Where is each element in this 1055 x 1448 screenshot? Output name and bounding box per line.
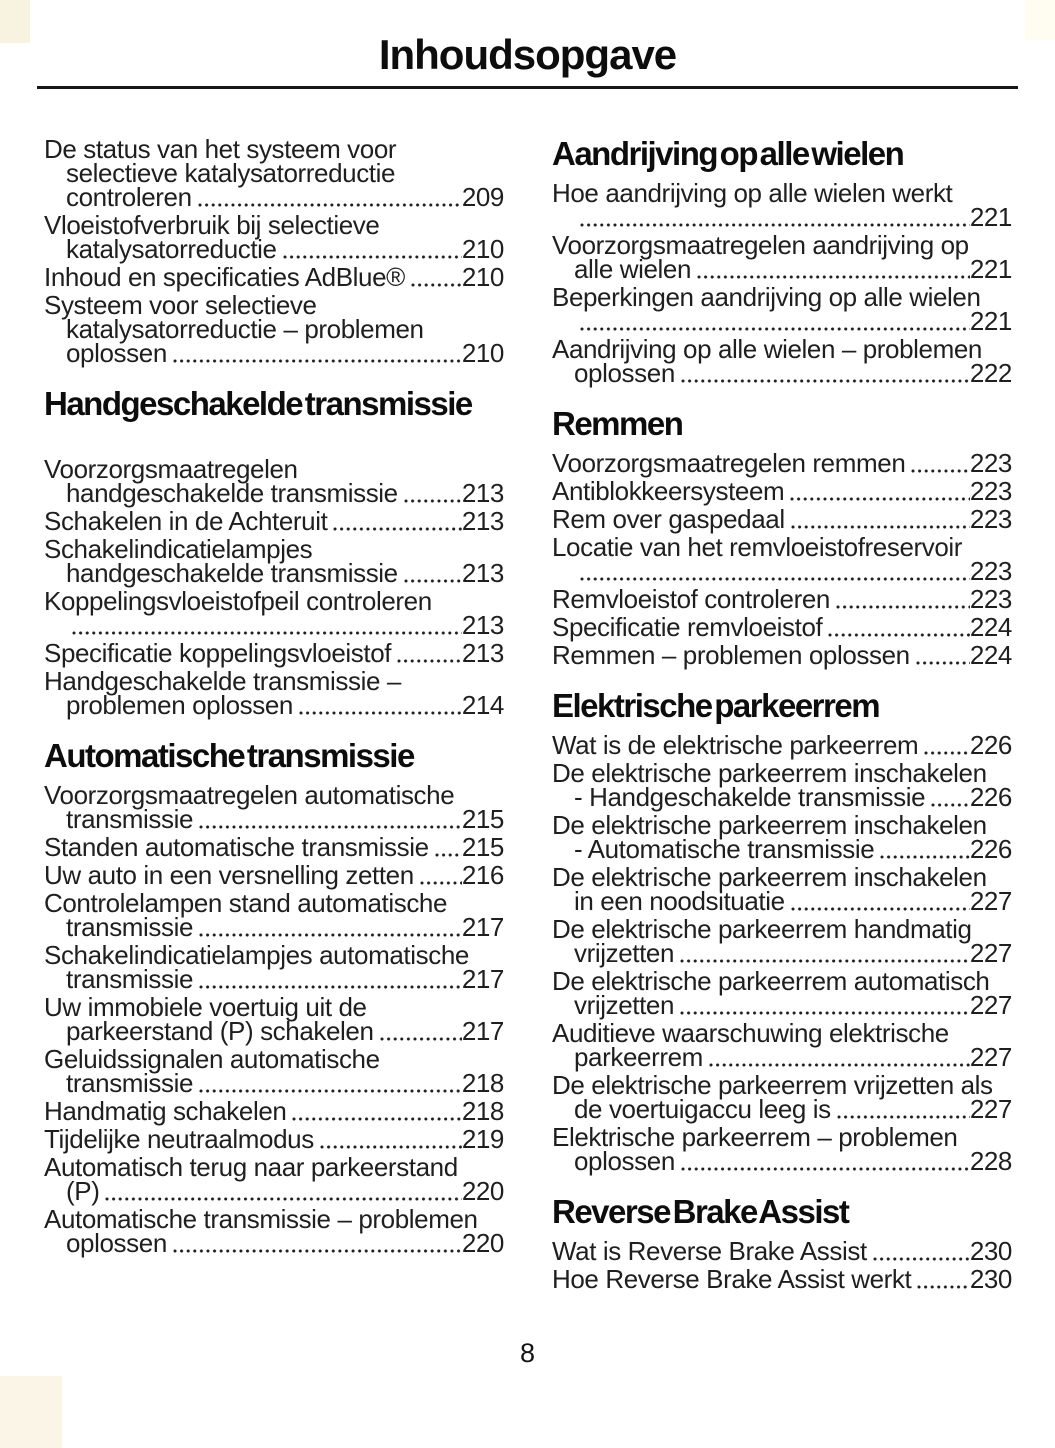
toc-entry-text: Hoe Reverse Brake Assist werkt [552, 1264, 912, 1294]
toc-entry [44, 290, 504, 368]
section-heading: Handgeschakelde transmissie [44, 385, 472, 422]
scan-artifact-top-right [1025, 0, 1055, 40]
toc-entry-line: Voorzorgsmaatregelen aandrijving op [552, 230, 969, 260]
dot-leader [72, 631, 462, 635]
toc-entry-text: handgeschakelde transmissie [66, 558, 398, 588]
toc-entry [44, 860, 504, 890]
toc-entry-line: De status van het systeem voor [44, 134, 397, 164]
toc-entry [44, 262, 504, 292]
toc-entry [44, 534, 504, 588]
toc-page-number: 219 [461, 1124, 504, 1154]
toc-page-number: 218 [461, 1068, 504, 1098]
toc-entry-text: vrijzetten [574, 990, 675, 1020]
dot-leader [435, 853, 462, 857]
toc-page-number: 221 [969, 202, 1012, 232]
toc-entry [552, 1018, 1012, 1072]
dot-leader [320, 1145, 462, 1149]
toc-page-number: 221 [969, 306, 1012, 336]
toc-entry-line: De elektrische parkeerrem inschakelen [552, 862, 987, 892]
toc-entry-text: controleren [66, 182, 192, 212]
toc-page-number: 227 [969, 938, 1012, 968]
toc-page-number: 218 [461, 1096, 504, 1126]
toc-entry-line: Automatische transmissie – problemen [44, 1204, 478, 1234]
toc-entry-lastline [44, 558, 504, 588]
toc-entry-text: Uw auto in een versnelling zetten [44, 860, 414, 890]
toc-entry-lastline [44, 234, 504, 264]
toc-entry-line: Elektrische parkeerrem – problemen [552, 1122, 958, 1152]
toc-entry-lastline [44, 860, 504, 890]
dot-leader [697, 275, 970, 279]
toc-entry-line: Schakelindicatielampjes [44, 534, 313, 564]
dot-leader [404, 579, 462, 583]
toc-page-number: 221 [969, 254, 1012, 284]
toc-page-number: 213 [461, 638, 504, 668]
toc-entry-line: De elektrische parkeerrem vrijzetten als [552, 1070, 993, 1100]
toc-entry-text: Antiblokkeersysteem [552, 476, 785, 506]
toc-entry [44, 780, 504, 834]
toc-section [552, 405, 1012, 670]
toc-entry-text: Inhoud en specificaties AdBlue® [44, 262, 405, 292]
dot-leader [397, 659, 462, 663]
dot-leader [198, 203, 462, 207]
toc-entry-lastline [44, 1176, 504, 1206]
toc-entry-lastline [552, 504, 1012, 534]
toc-entry-text: Schakelen in de Achteruit [44, 506, 328, 536]
toc-entry-text: oplossen [66, 338, 167, 368]
toc-entry-text: Remmen – problemen oplossen [552, 640, 910, 670]
toc-entry-text: - Automatische transmissie [574, 834, 875, 864]
dot-leader [916, 661, 970, 665]
toc-entry-text: parkeerrem [574, 1042, 703, 1072]
toc-entry-lastline [44, 1228, 504, 1258]
page-title: Inhoudsopgave [378, 31, 677, 78]
toc-entry-line: Hoe aandrijving op alle wielen werkt [552, 178, 953, 208]
toc-page-number: 210 [461, 338, 504, 368]
toc-page-number: 215 [461, 804, 504, 834]
toc-entry [552, 504, 1012, 534]
dot-leader [404, 499, 462, 503]
toc-entry-lastline [44, 804, 504, 834]
toc-column-right [552, 137, 1012, 1295]
dot-leader [411, 283, 462, 287]
toc-entry-text: Wat is Reverse Brake Assist [552, 1236, 867, 1266]
dot-leader [299, 711, 462, 715]
toc-entry-text: Specificatie koppelingsvloeistof [44, 638, 392, 668]
toc-entry-lastline [552, 1146, 1012, 1176]
toc-page-number: 217 [461, 1016, 504, 1046]
toc-entry [552, 612, 1012, 642]
dot-leader [790, 497, 970, 501]
toc-page-number: 213 [461, 558, 504, 588]
scan-artifact-top-left [0, 0, 30, 43]
toc-entry-text: in een noodsituatie [574, 886, 785, 916]
dot-leader [880, 855, 970, 859]
toc-entry-lastline [552, 1042, 1012, 1072]
toc-entry-line: Aandrijving op alle wielen – problemen [552, 334, 982, 364]
toc-section [44, 134, 504, 368]
toc-section [44, 737, 504, 1258]
toc-entry [44, 1096, 504, 1126]
toc-entry-lastline [44, 1096, 504, 1126]
toc-entry-text: handgeschakelde transmissie [66, 478, 398, 508]
page-number: 8 [519, 1338, 536, 1368]
toc-entry-lastline [44, 182, 504, 212]
toc-entry-lastline [552, 254, 1012, 284]
toc-entry-text: oplossen [574, 358, 675, 388]
toc-entry-line: Voorzorgsmaatregelen [44, 454, 298, 484]
toc-entry-text: Standen automatische transmissie [44, 832, 429, 862]
toc-page-number: 222 [969, 358, 1012, 388]
toc-entry [552, 640, 1012, 670]
dot-leader [580, 327, 970, 331]
toc-entry-text: transmissie [66, 804, 194, 834]
toc-entry-line: Locatie van het remvloeistofreservoir [552, 532, 963, 562]
toc-entry-text: oplossen [574, 1146, 675, 1176]
toc-entry-lastline [552, 640, 1012, 670]
toc-entry-text: de voertuigaccu leeg is [574, 1094, 831, 1124]
page-footer [0, 1338, 1055, 1368]
table-of-contents [0, 89, 1055, 1295]
toc-entry-lastline [552, 556, 1012, 586]
toc-section [552, 1193, 1012, 1294]
toc-entry-line: Geluidssignalen automatische [44, 1044, 380, 1074]
dot-leader [380, 1037, 462, 1041]
dot-leader [580, 577, 970, 581]
toc-entry-lastline [552, 938, 1012, 968]
toc-section [552, 687, 1012, 1176]
toc-entry-line: selectieve katalysatorreductie [66, 158, 396, 188]
toc-entry-line: Handgeschakelde transmissie – [44, 666, 401, 696]
toc-entry-text: oplossen [66, 1228, 167, 1258]
toc-entry [552, 1236, 1012, 1266]
toc-entry [44, 1152, 504, 1206]
toc-entry-text: Specificatie remvloeistof [552, 612, 823, 642]
toc-entry [44, 134, 504, 212]
toc-entry-lastline [44, 832, 504, 862]
toc-column-left [44, 134, 504, 1259]
toc-page-number: 227 [969, 886, 1012, 916]
scan-artifact-bottom-left [0, 1376, 62, 1448]
dot-leader [873, 1257, 970, 1261]
toc-entry-lastline [552, 306, 1012, 336]
toc-entry-text: vrijzetten [574, 938, 675, 968]
toc-entry-lastline [552, 612, 1012, 642]
toc-entry [552, 1070, 1012, 1124]
toc-entry-lastline [552, 448, 1012, 478]
toc-page-number: 217 [461, 964, 504, 994]
toc-entry [552, 730, 1012, 760]
toc-entry [552, 282, 1012, 336]
toc-page-number: 230 [969, 1236, 1012, 1266]
section-heading: Automatische transmissie [44, 737, 414, 774]
dot-leader [931, 803, 970, 807]
dot-leader [680, 959, 970, 963]
toc-entry-text: katalysatorreductie [66, 234, 277, 264]
toc-entry [552, 758, 1012, 812]
toc-page-number: 220 [461, 1228, 504, 1258]
toc-entry-text: Rem over gaspedaal [552, 504, 785, 534]
toc-entry-lastline [552, 1264, 1012, 1294]
toc-entry-line: Voorzorgsmaatregelen automatische [44, 780, 455, 810]
dot-leader [199, 985, 462, 989]
dot-leader [580, 223, 970, 227]
toc-page-number: 226 [969, 834, 1012, 864]
toc-entry [552, 476, 1012, 506]
toc-page-number: 215 [461, 832, 504, 862]
toc-entry-text: Handmatig schakelen [44, 1096, 287, 1126]
toc-entry-line: De elektrische parkeerrem inschakelen [552, 810, 987, 840]
toc-entry-text: transmissie [66, 1068, 194, 1098]
toc-entry-text: Remvloeistof controleren [552, 584, 830, 614]
dot-leader [681, 379, 970, 383]
toc-entry [552, 1122, 1012, 1176]
dot-leader [709, 1063, 970, 1067]
toc-entry-text: alle wielen [574, 254, 692, 284]
dot-leader [917, 1285, 969, 1289]
toc-page-number: 213 [461, 478, 504, 508]
dot-leader [283, 255, 462, 259]
toc-entry-lastline [44, 1068, 504, 1098]
toc-page-number: 217 [461, 912, 504, 942]
toc-page-number: 210 [461, 234, 504, 264]
section-heading: Reverse Brake Assist [552, 1193, 849, 1230]
toc-page-number: 226 [969, 782, 1012, 812]
toc-entry-lastline [44, 338, 504, 368]
toc-entry-lastline [552, 782, 1012, 812]
toc-entry-text: Tijdelijke neutraalmodus [44, 1124, 314, 1154]
section-heading: Aandrijving op alle wielen [552, 135, 904, 172]
toc-entry-lastline [552, 1236, 1012, 1266]
toc-entry-text: transmissie [66, 964, 194, 994]
toc-entry [44, 1124, 504, 1154]
toc-entry-lastline [552, 990, 1012, 1020]
toc-page-number: 227 [969, 1094, 1012, 1124]
toc-entry-line: Uw immobiele voertuig uit de [44, 992, 367, 1022]
toc-entry-line: Automatisch terug naar parkeerstand [44, 1152, 458, 1182]
toc-entry-line: Koppelingsvloeistofpeil controleren [44, 586, 432, 616]
toc-entry-lastline [44, 1016, 504, 1046]
toc-page-number: 223 [969, 584, 1012, 614]
toc-entry-lastline [552, 202, 1012, 232]
toc-page-number: 227 [969, 990, 1012, 1020]
toc-entry-lastline [44, 912, 504, 942]
toc-page-number: 216 [461, 860, 504, 890]
toc-page-number: 213 [461, 610, 504, 640]
toc-page-number: 223 [969, 448, 1012, 478]
dot-leader [199, 825, 462, 829]
toc-entry [44, 454, 504, 508]
toc-entry-lastline [552, 730, 1012, 760]
toc-section [552, 135, 1012, 388]
toc-entry-lastline [552, 476, 1012, 506]
toc-entry-text: parkeerstand (P) schakelen [66, 1016, 374, 1046]
toc-page-number: 210 [461, 262, 504, 292]
dot-leader [911, 469, 969, 473]
dot-leader [680, 1011, 970, 1015]
dot-leader [199, 933, 462, 937]
toc-entry-lastline [44, 262, 504, 292]
toc-entry-lastline [552, 834, 1012, 864]
toc-entry-lastline [44, 478, 504, 508]
dot-leader [837, 1115, 970, 1119]
toc-entry [44, 1044, 504, 1098]
toc-entry [44, 992, 504, 1046]
dot-leader [836, 605, 970, 609]
toc-entry [552, 966, 1012, 1020]
toc-entry-lastline [44, 610, 504, 640]
toc-entry-line: Controlelampen stand automatische [44, 888, 448, 918]
toc-entry-line: Schakelindicatielampjes automatische [44, 940, 469, 970]
toc-entry-line: katalysatorreductie – problemen [66, 314, 424, 344]
toc-entry [44, 666, 504, 720]
toc-entry [552, 230, 1012, 284]
dot-leader [105, 1197, 461, 1201]
toc-page-number: 223 [969, 476, 1012, 506]
toc-entry-lastline [552, 1094, 1012, 1124]
toc-entry [552, 862, 1012, 916]
toc-page-number: 226 [969, 730, 1012, 760]
toc-entry [552, 334, 1012, 388]
toc-entry [44, 506, 504, 536]
toc-page-number: 223 [969, 556, 1012, 586]
dot-leader [681, 1167, 970, 1171]
toc-entry [44, 210, 504, 264]
dot-leader [420, 881, 462, 885]
toc-page-number: 209 [461, 182, 504, 212]
toc-entry-line: De elektrische parkeerrem handmatig [552, 914, 972, 944]
toc-page-number: 214 [461, 690, 504, 720]
toc-entry [552, 584, 1012, 614]
dot-leader [292, 1117, 461, 1121]
toc-entry [552, 810, 1012, 864]
section-heading: Remmen [552, 405, 683, 442]
dot-leader [173, 1249, 462, 1253]
dot-leader [173, 359, 462, 363]
toc-entry-line: Auditieve waarschuwing elektrische [552, 1018, 949, 1048]
toc-section [44, 385, 504, 720]
toc-entry-text: Wat is de elektrische parkeerrem [552, 730, 919, 760]
toc-entry-line: Systeem voor selectieve [44, 290, 317, 320]
toc-entry [552, 532, 1012, 586]
dot-leader [828, 633, 969, 637]
toc-page-number: 228 [969, 1146, 1012, 1176]
toc-page-number: 224 [969, 612, 1012, 642]
toc-entry-lastline [552, 886, 1012, 916]
toc-entry-text: transmissie [66, 912, 194, 942]
toc-entry [44, 940, 504, 994]
toc-entry-text: - Handgeschakelde transmissie [574, 782, 926, 812]
dot-leader [333, 527, 461, 531]
section-heading: Elektrische parkeerrem [552, 687, 880, 724]
toc-entry-lastline [552, 358, 1012, 388]
toc-entry [44, 1204, 504, 1258]
toc-entry [44, 638, 504, 668]
toc-entry-line: Beperkingen aandrijving op alle wielen [552, 282, 981, 312]
toc-page-number: 224 [969, 640, 1012, 670]
toc-page-number: 227 [969, 1042, 1012, 1072]
toc-page-number: 223 [969, 504, 1012, 534]
toc-entry [552, 448, 1012, 478]
toc-entry [552, 914, 1012, 968]
toc-page-number: 213 [461, 506, 504, 536]
toc-entry-text: Voorzorgsmaatregelen remmen [552, 448, 906, 478]
toc-page-number: 220 [461, 1176, 504, 1206]
toc-page-number: 230 [969, 1264, 1012, 1294]
toc-entry [44, 888, 504, 942]
toc-entry-line: Vloeistofverbruik bij selectieve [44, 210, 380, 240]
dot-leader [199, 1089, 462, 1093]
toc-entry-lastline [552, 584, 1012, 614]
dot-leader [791, 525, 970, 529]
toc-entry-text: problemen oplossen [66, 690, 293, 720]
toc-entry-lastline [44, 638, 504, 668]
toc-entry [44, 832, 504, 862]
toc-entry-text: (P) [66, 1176, 100, 1206]
toc-entry [552, 178, 1012, 232]
toc-entry [552, 1264, 1012, 1294]
toc-entry-line: De elektrische parkeerrem inschakelen [552, 758, 987, 788]
toc-entry [44, 586, 504, 640]
toc-entry-lastline [44, 1124, 504, 1154]
dot-leader [924, 751, 970, 755]
dot-leader [791, 907, 970, 911]
toc-entry-lastline [44, 506, 504, 536]
page-header [0, 0, 1055, 89]
toc-entry-lastline [44, 964, 504, 994]
toc-entry-lastline [44, 690, 504, 720]
toc-entry-line: De elektrische parkeerrem automatisch [552, 966, 990, 996]
